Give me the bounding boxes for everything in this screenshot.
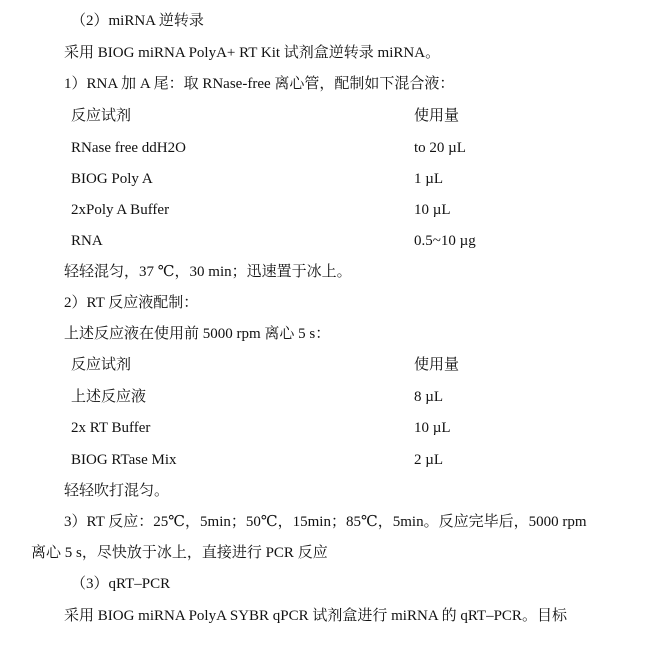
step2-mix-note: 轻轻吹打混匀。 <box>64 483 170 499</box>
table1-reagent: 2xPoly A Buffer <box>71 202 170 218</box>
table2-reagent: BIOG RTase Mix <box>71 452 177 468</box>
table2-amount: 10 µL <box>414 420 451 436</box>
table2-amount: 8 µL <box>414 389 444 405</box>
step2-paragraph: 2）RT 反应液配制： <box>64 295 199 311</box>
table1-header-reagent: 反应试剂 <box>71 108 132 124</box>
step1-note: 轻轻混匀，37 ℃，30 min；迅速置于冰上。 <box>64 264 352 280</box>
qpcr-intro-paragraph: 采用 BIOG miRNA PolyA SYBR qPCR 试剂盒进行 miRNA 的 qRT–PCR。目标 <box>64 608 567 624</box>
step3-paragraph-line2: 离心 5 s，尽快放于冰上，直接进行 PCR 反应 <box>31 545 328 561</box>
intro-paragraph: 采用 BIOG miRNA PolyA+ RT Kit 试剂盒逆转录 miRNA。 <box>64 45 441 61</box>
table2-reagent: 上述反应液 <box>71 389 147 405</box>
section-heading-qrt-pcr: （3）qRT–PCR <box>71 576 171 592</box>
table2-amount: 2 µL <box>414 452 444 468</box>
step3-paragraph-line1: 3）RT 反应：25℃，5min；50℃，15min；85℃，5min。反应完毕后，5000 rpm <box>64 514 587 530</box>
table2-reagent: 2x RT Buffer <box>71 420 151 436</box>
table1-reagent: RNase free ddH2O <box>71 140 186 156</box>
table1-reagent: RNA <box>71 233 103 249</box>
table2-header-reagent: 反应试剂 <box>71 357 132 373</box>
table1-reagent: BIOG Poly A <box>71 171 153 187</box>
step2-note: 上述反应液在使用前 5000 rpm 离心 5 s： <box>64 326 331 342</box>
table1-amount: 1 µL <box>414 171 444 187</box>
table1-amount: to 20 µL <box>414 140 466 156</box>
step1-paragraph: 1）RNA 加 A 尾：取 RNase-free 离心管，配制如下混合液： <box>64 76 455 92</box>
table2-header-amount: 使用量 <box>414 357 460 373</box>
section-heading-reverse-transcription: （2）miRNA 逆转录 <box>71 13 204 29</box>
table1-header-amount: 使用量 <box>414 108 460 124</box>
table1-amount: 10 µL <box>414 202 451 218</box>
table1-amount: 0.5~10 µg <box>414 233 476 249</box>
